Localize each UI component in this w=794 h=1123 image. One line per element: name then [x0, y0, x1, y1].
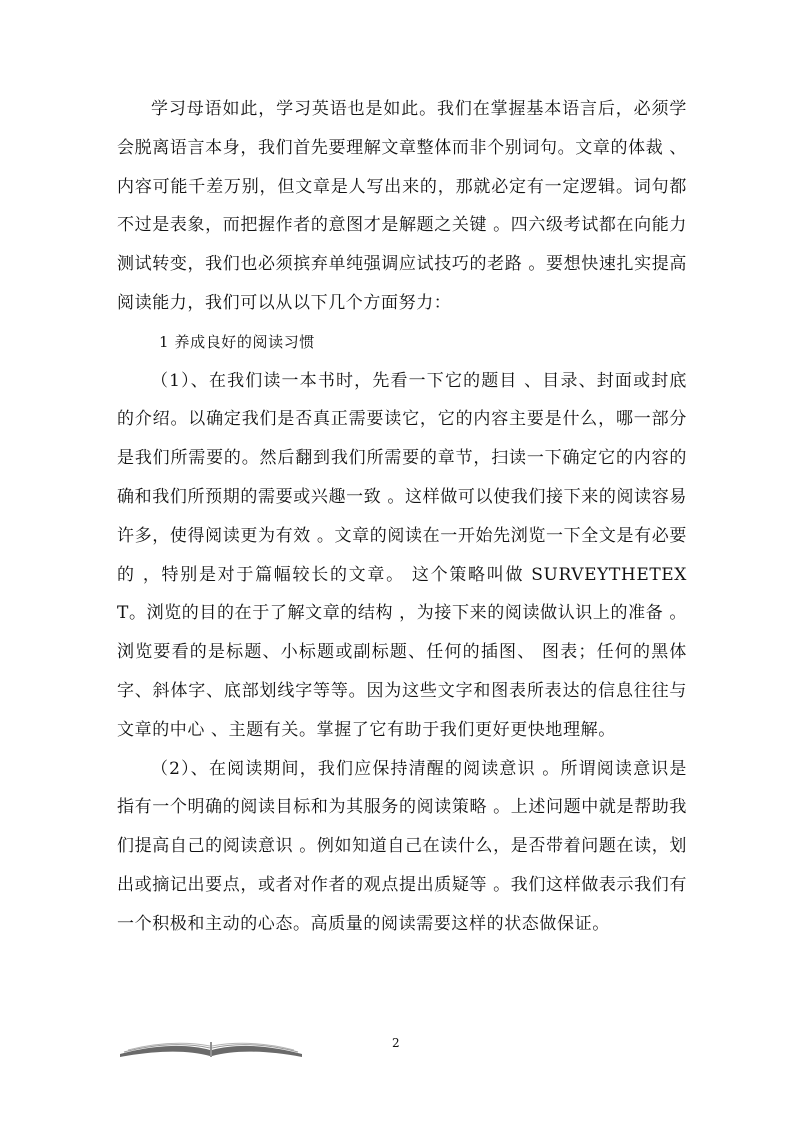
open-book-icon [118, 1038, 304, 1058]
page-number: 2 [392, 1036, 400, 1050]
paragraph-point-2: （2）、在阅读期间，我们应保持清醒的阅读意识 。所谓阅读意识是指有一个明确的阅读目标和为其服务的阅读策略 。上述问题中就是帮助我们提高自己的阅读意识 。例如知道自己在读什么，是否带着问题在读，划出或摘记出要点，或者对作者的观点提出质疑等 。我们这样做表示我们有一个积极和主动的心态。高质量的阅读需要这样的状态做保证。 [117, 758, 687, 934]
paragraph-intro: 学习母语如此，学习英语也是如此。我们在掌握基本语言后，必须学会脱离语言本身，我们首先要理解文章整体而非个别词句。文章的体裁 、内容可能千差万别，但文章是人写出来的，那就必定有一定逻辑。词句都不过是表象，而把握作者的意图才是解题之关键 。四六级考试都在向能力测试转变，我们也必须摈弃单纯强调应试技巧的老路 。要想快速扎实提高阅读能力，我们可以从以下几个方面努力： [117, 99, 687, 313]
section-heading: 1 养成良好的阅读习惯 [159, 332, 315, 351]
document-body [117, 90, 687, 944]
paragraph-point-1: （1）、在我们读一本书时，先看一下它的题目 、目录、封面或封底的介绍。以确定我们是否真正需要读它，它的内容主要是什么，哪一部分是我们所需要的。然后翻到我们所需要的章节，扫读一下确定它的内容的确和我们所预期的需要或兴趣一致 。这样做可以使我们接下来的阅读容易许多，使得阅读更为有效 。文章的阅读在一开始先浏览一下全文是有必要的 ，特别是对于篇幅较长的文章。 这个策略叫做 SURVEYTHETEXT。浏览的目的在于了解文章的结构 ，为接下来的阅读做认识上的准备 。浏览要看的是标题、小标题或副标题、任何的插图、 图表；任何的黑体字、斜体字、底部划线字等等。因为这些文字和图表所表达的信息往往与文章的中心 、主题有关。掌握了它有助于我们更好更快地理解。 [117, 370, 687, 740]
